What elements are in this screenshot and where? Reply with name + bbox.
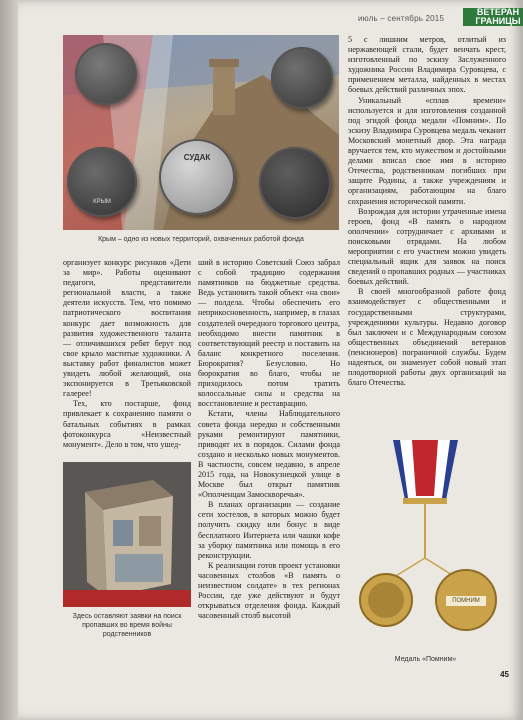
request-box-photo xyxy=(63,462,191,607)
col2-paragraph: В планах организации — создание сети хостелов, в которых можно будет получить скидку или бонус в виде бесплатного Интернета или чашки кофе за уборку памятника или помощь в его реконструкции. xyxy=(198,500,340,560)
coin-sudak-map xyxy=(159,139,235,215)
medal-plaque: ПОМНИМ xyxy=(446,596,486,606)
logo-line-1: ВЕТЕРАН xyxy=(476,7,520,17)
col1-paragraph: организует конкурс рисунков «Дети за мир». Работы оценивают педагоги, представители региональной власти, а также деятели искусств. Тем, что помимо патриотического воспитания конкурс дает возможность для развития художественного таланта — отличившихся ребят берут под свое крыло маститые художники. А выставку работ финалистов может увидеть любой желающий, она экспонируется в Третьяковской галерее! xyxy=(63,258,191,399)
coins-photo xyxy=(63,35,339,230)
coin-soldier xyxy=(75,43,137,105)
collection-box xyxy=(63,462,191,607)
coin-sudak-label: СУДАК xyxy=(183,153,211,162)
magazine-logo xyxy=(463,8,523,26)
medal-graphic xyxy=(348,440,503,650)
logo-line-2: ГРАНИЦЫ xyxy=(475,16,521,26)
medal-pomnim xyxy=(348,440,503,670)
coin-crimea-city xyxy=(259,147,331,219)
medal-caption: Медаль «Помним» xyxy=(394,656,457,663)
coin-fortress xyxy=(271,47,333,109)
text-column-1 xyxy=(63,258,191,450)
col1-paragraph: Тех, кто постарше, фонд привлекает к сохранению памяти о батальных событиях в рамках фотоконкурса «Неизвестный монумент». Дело в том, что ушед- xyxy=(63,399,191,449)
col3-paragraph: Возрождая для истории утраченные имена героев, фонд «В память о народном ополчении» сотрудничает с архивами и поисковыми отрядами. На любом мероприятии с его участием можно увидеть специальный ящик для заявок на поиск сведений о пропавших родных — участниках боевых действий. xyxy=(348,206,506,287)
top-photo-caption: Крым – одно из новых территорий, охваченных работой фонда xyxy=(98,236,304,243)
magazine-page xyxy=(18,0,523,720)
col2-paragraph: Кстати, члены Наблюдательного совета фонда нередко и собственными руками ремонтируют памятники, приводят их в порядок. Силами фонда создано и несколько новых монументов. В частности, совсем недавно, в апреле 2015 года, на Новокузнецкой улице в Москве был открыт памятник «Ополченцам Замоскворечья». xyxy=(198,409,340,500)
col2-paragraph: К реализации готов проект установки часовенных столбов «В память о неизвестном солдате» в тех регионах России, где уже действуют и будут открываться отделения фонда. Каждый часовенный столб высотой xyxy=(198,560,340,621)
col3-paragraph: 5 с лишним метров, отлитый из нержавеющей стали, будет венчать крест, изготовленный по эскизу Заслуженного художника России Владимира Суровцева, с применением металла, найденных в местах боевых действий различных эпох. xyxy=(348,35,506,95)
col3-paragraph: Уникальный «сплав времени» используется и для изготовления созданной под эгидой фонда медали «Помним». По эскизу Владимира Суровцева медаль чеканит Московский монетный двор. Эта награда вручается тем, кто мужеством и достойными делами вписал свое имя в историю Отечества, родственникам погибших при защите Родины, а также учреждениям и организациям, работающим на благо сохранения исторической памяти. xyxy=(348,95,506,206)
text-column-3 xyxy=(348,35,506,388)
col2-paragraph: ший в историю Советский Союз забрал с собой традицию содержания памятников на бюджетные средства. Ведь установить такой объект «на свои» — полдела. Чтобы обеспечить его неприкосновенность, например, в глазах создателей очередного торгового центра, необходимо внести памятник в соответствующий реестр и поставить на баланс конкретного поселения. Бюрократия? Безусловно. Но бюрократия во благо, чтобы не приходилось потом тратить колоссальные силы и средства на восстановление и реставрацию. xyxy=(198,258,340,409)
col3-paragraph: В своей многообразной работе фонд взаимодействует с общественными и государственными структурами, учреждениями культуры. Недавно договор был заключен и с Международным союзом общественных объединений ветеранов (пенсионеров) пограничной службы. Будем надеяться, он знаменует собой новый этап плодотворной работы двух организаций на благо Отечества. xyxy=(348,287,506,388)
coin-krym xyxy=(67,147,137,217)
book-spine xyxy=(0,0,18,720)
issue-date: июль – сентябрь 2015 xyxy=(358,14,445,23)
page-number: 45 xyxy=(500,670,509,679)
box-photo-caption: Здесь оставляют заявки на поиск пропавших во время войны родственников xyxy=(72,613,182,638)
text-column-2 xyxy=(198,258,340,621)
page-header xyxy=(318,6,523,28)
coin-krym-label: КРЫМ xyxy=(93,199,111,205)
